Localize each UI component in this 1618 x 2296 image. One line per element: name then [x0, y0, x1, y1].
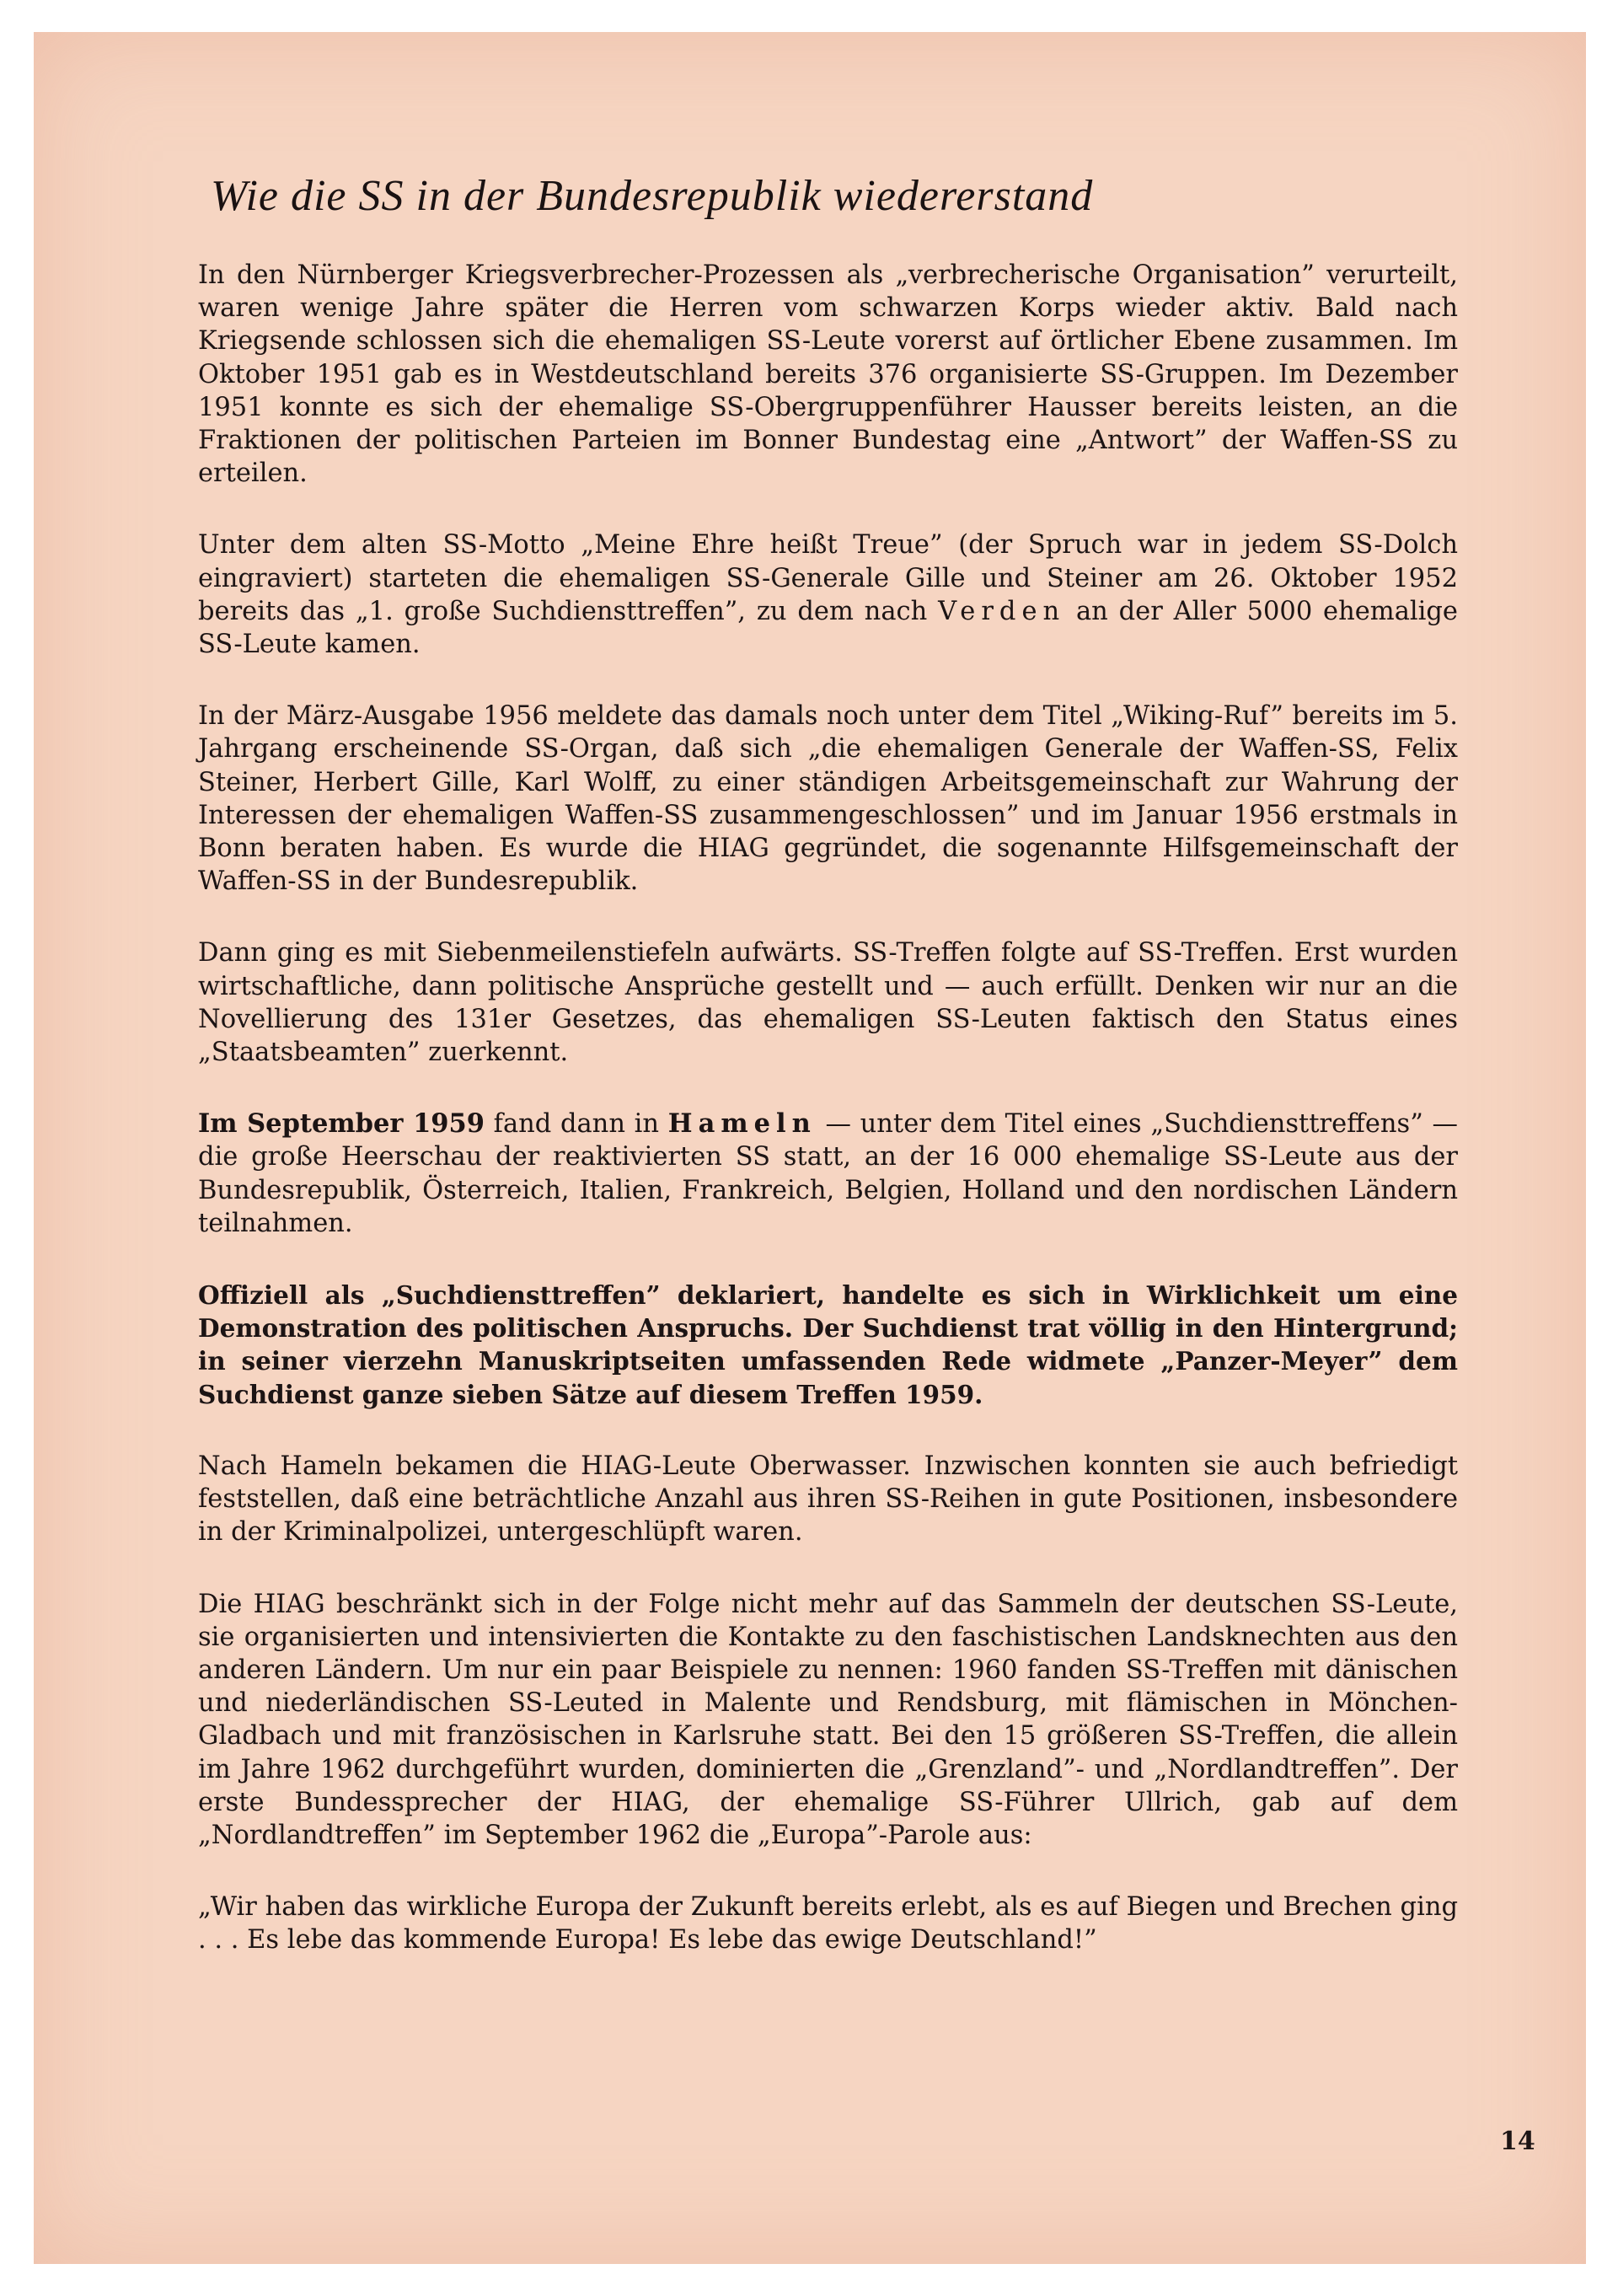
paragraph-4: Dann ging es mit Siebenmeilenstiefeln aufwärts. SS-Treffen folgte auf SS-Treffen. Erst wurden wirtschaftliche, dann politische Ansprüche gestellt und — auch erfüllt. Denken wir nur an die Novellierung des 131er Gesetzes, das ehemaligen SS-Leuten faktisch den Status eines „Staatsbeamten” zuerkennt.	[198, 938, 1458, 1068]
article	[198, 171, 1458, 1996]
paragraph-2-text-a: Unter dem alten SS-Motto „Meine Ehre heißt Treue” (der Spruch war in jedem SS-Dolch eingraviert) starteten die ehemaligen SS-Generale Gille und Steiner am 26. Oktober 1952 bereits das „1. große Suchdiensttreffen”, zu dem nach	[198, 530, 1458, 626]
paragraph-2-text-b: an der Aller 5000 ehemalige SS-Leute kamen.	[198, 596, 1458, 660]
paragraph-2	[198, 528, 1458, 661]
paragraph-5-text-a: fand dann in	[493, 1109, 660, 1140]
quote-paragraph: „Wir haben das wirkliche Europa der Zukunft bereits erlebt, als es auf Biegen und Brechen ging . . . Es lebe das kommende Europa! Es lebe das ewige Deutschland!”	[198, 1892, 1458, 1955]
place-verden: Verden	[938, 596, 1066, 626]
page-number: 14	[1500, 2127, 1535, 2156]
paragraph-5-text-b: — unter dem Titel eines „Suchdiensttreffens” — die große Heerschau der reaktivierten SS statt, an der 16 000 ehemalige SS-Leute aus der Bundesrepublik, Österreich, Italien, Frankreich, Belgien, Holland und den nordischen Ländern teilnahmen.	[198, 1109, 1458, 1238]
paragraph-1: In den Nürnberger Kriegsverbrecher-Prozessen als „verbrecherische Organisation” verurteilt, waren wenige Jahre später die Herren vom schwarzen Korps wieder aktiv. Bald nach Kriegsende schlossen sich die ehemaligen SS-Leute vorerst auf örtlicher Ebene zusammen. Im Oktober 1951 gab es in Westdeutschland bereits 376 organisierte SS-Gruppen. Im Dezember 1951 konnte es sich der ehemalige SS-Obergruppenführer Hausser bereits leisten, an die Fraktionen der politischen Parteien im Bonner Bundestag eine „Antwort” der Waffen-SS zu erteilen.	[198, 260, 1458, 489]
place-hameln: Hameln	[667, 1108, 817, 1140]
paragraph-3: In der März-Ausgabe 1956 meldete das damals noch unter dem Titel „Wiking-Ruf” bereits im 5. Jahrgang erscheinende SS-Organ, daß sich „die ehemaligen Generale der Waffen-SS, Felix Steiner, Herbert Gille, Karl Wolff, zu einer ständigen Arbeitsgemeinschaft zur Wahrung der Interessen der ehemaligen Waffen-SS zusammengeschlossen” und im Januar 1956 erstmals in Bonn beraten haben. Es wurde die HIAG gegründet, die sogenannte Hilfsgemeinschaft der Waffen-SS in der Bundesrepublik.	[198, 701, 1458, 897]
paragraph-6-bold: Offiziell als „Suchdiensttreffen” deklariert, handelte es sich in Wirklichkeit um eine Demonstration des politischen Anspruchs. Der Suchdienst trat völlig in den Hintergrund; in seiner vierzehn Manuskriptseiten umfassenden Rede widmete „Panzer-Meyer” dem Suchdienst ganze sieben Sätze auf diesem Treffen 1959.	[198, 1280, 1458, 1409]
paragraph-8: Die HIAG beschränkt sich in der Folge nicht mehr auf das Sammeln der deutschen SS-Leute, sie organisierten und intensivierten die Kontakte zu den faschistischen Landsknechten aus den anderen Ländern. Um nur ein paar Beispiele zu nennen: 1960 fanden SS-Treffen mit dänischen und niederländischen SS-Leuted in Malente und Rendsburg, mit flämischen in Mönchen-Gladbach und mit französischen in Karlsruhe statt. Bei den 15 größeren SS-Treffen, die allein im Jahre 1962 durchgeführt wurden, dominierten die „Grenzland”- und „Nordlandtreffen”. Der erste Bundessprecher der HIAG, der ehemalige SS-Führer Ullrich, gab auf dem „Nordlandtreffen” im September 1962 die „Europa”-Parole aus:	[198, 1589, 1458, 1850]
article-title: Wie die SS in der Bundesrepublik wiedererstand	[211, 172, 1094, 220]
page-sheet	[34, 32, 1586, 2264]
date-september-1959: Im September 1959	[198, 1108, 485, 1140]
paragraph-5	[198, 1108, 1458, 1240]
paragraph-7: Nach Hameln bekamen die HIAG-Leute Oberwasser. Inzwischen konnten sie auch befriedigt feststellen, daß eine beträchtliche Anzahl aus ihren SS-Reihen in gute Positionen, insbesondere in der Kriminalpolizei, untergeschlüpft waren.	[198, 1451, 1458, 1548]
